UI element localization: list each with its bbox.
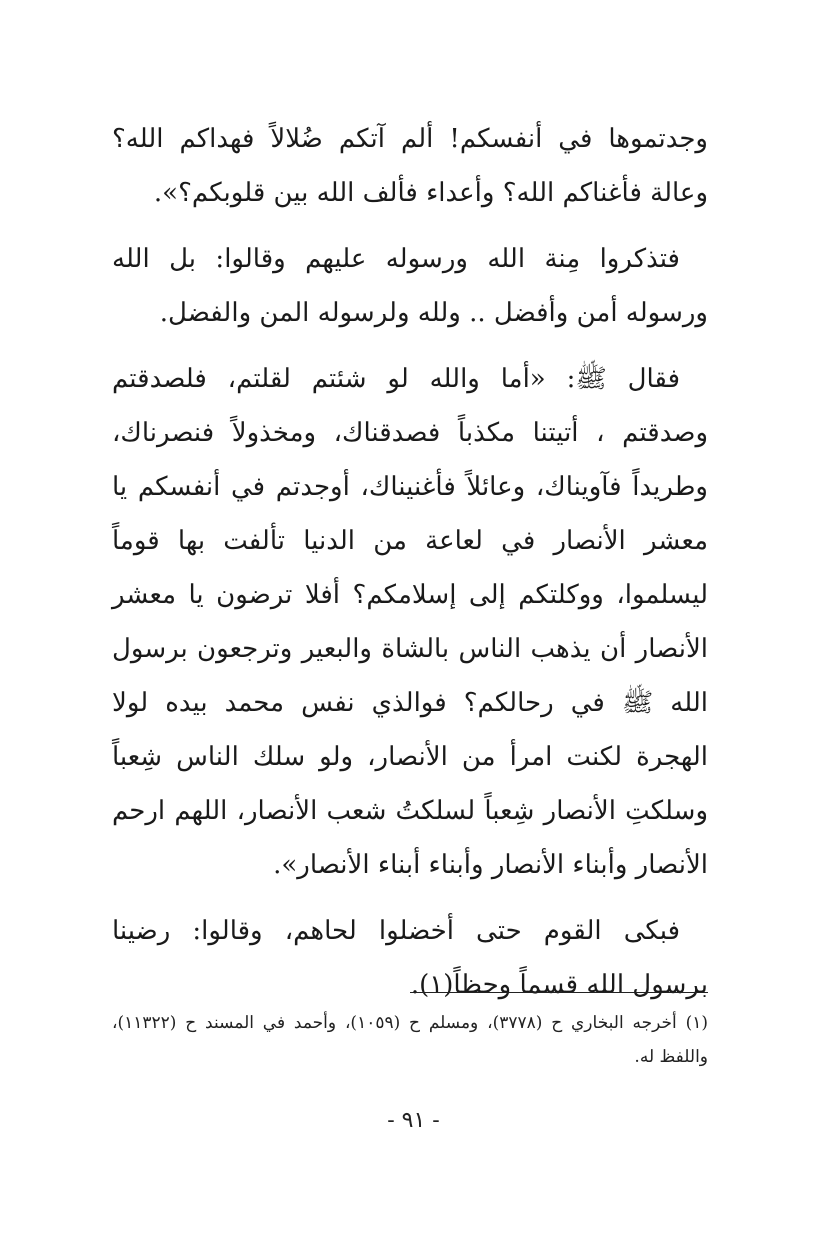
footnote: (١) أخرجه البخاري ح (٣٧٧٨)، ومسلم ح (١٠٥٩)، وأحمد في المسند ح (١١٣٢٢)، واللفظ له. [112, 1013, 708, 1067]
paragraph-continuation: وجدتموها في أنفسكم! ألم آتكم ضُلالاً فهداكم الله؟ وعالة فأغناكم الله؟ وأعداء فألف الله بين قلوبكم؟». [112, 124, 708, 208]
main-text [112, 112, 708, 1024]
paragraph-weeping: فبكى القوم حتى أخضلوا لحاهم، وقالوا: رضينا برسول الله قسماً وحظاً(١). [112, 916, 708, 1000]
footnote-divider [410, 992, 708, 993]
paragraph-prophet-speech: فقال ﷺ: «أما والله لو شئتم لقلتم، فلصدقتم وصدقتم ، أتيتنا مكذباً فصدقناك، ومخذولاً فنصرناك، وطريداً فآويناك، وعائلاً فأغنيناك، أوجدتم في أنفسكم يا معشر الأنصار في لعاعة من الدنيا تألفت بها قوماً ليسلموا، ووكلتكم إلى إسلامكم؟ أفلا ترضون يا معشر الأنصار أن يذهب الناس بالشاة والبعير وترجعون برسول الله ﷺ في رحالكم؟ فوالذي نفس محمد بيده لولا الهجرة لكنت امرأ من الأنصار، ولو سلك الناس شِعباً وسلكتِ الأنصار شِعباً لسلكتُ شعب الأنصار، اللهم ارحم الأنصار وأبناء الأنصار وأبناء أبناء الأنصار». [112, 364, 708, 880]
paragraph-remembrance: فتذكروا مِنة الله ورسوله عليهم وقالوا: بل الله ورسوله أمن وأفضل .. ولله ولرسوله المن والفضل. [112, 244, 708, 328]
page-number: - ٩١ - [387, 1108, 440, 1133]
